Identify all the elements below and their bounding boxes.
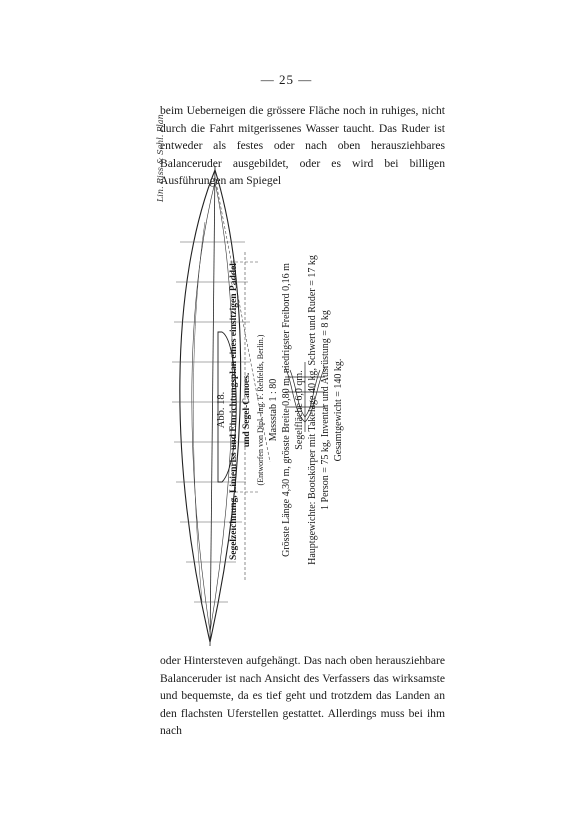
figure-title-line1: Segelzeichnung, Linienriss und Einrichtungsplan eines einsitzigen Paddel- [229, 259, 239, 561]
figure-caption [215, 175, 344, 645]
figure-dimensions-line2: Segelfläche 6,0 qm. [294, 370, 305, 450]
figure-weights-line3: Gesamtgewicht = 140 kg. [333, 358, 344, 462]
figure-dimensions-line1: Grösste Länge 4,30 m, grösste Breite 0,80 m, niedrigster Freibord 0,16 m [281, 263, 292, 557]
figure-designer: (Entworfen von Dipl.-Ing. F. Rehfelds, Berlin.) [256, 334, 265, 486]
body-paragraph-bottom: oder Hintersteven aufgehängt. Das nach oben herausziehbare Balanceruder ist nach Ansicht des Verfassers das wirksamste und bequemste, da es tief geht und trotzdem das Landen an den flachsten Uferstellen gestattet. Allerdings muss bei ihm nach [160, 654, 445, 737]
figure-weights-line2: 1 Person = 75 kg, Inventar und Ausrüstung = 8 kg [320, 310, 331, 510]
figure-weights-line1: Hauptgewichte: Bootskörper mit Takelage 40 kg, Schwert und Ruder = 17 kg [307, 255, 318, 565]
body-paragraph-top: beim Ueberneigen die grössere Fläche noch in ruhiges, nicht durch die Fahrt mitgerissenes Wasser taucht. Das Ruder ist entweder als festes oder nach oben herausziehbares Balanceruder ausgebildet, oder es wird bei billigen Ausführungen am Spiegel [160, 104, 445, 187]
page-number: — 25 — [260, 72, 313, 87]
handwritten-note: Lin. Riss & Schl. Plan [156, 114, 165, 202]
figure-scale: Massstab 1 : 80 [268, 378, 279, 442]
figure-label: Abb. 18. [216, 391, 227, 429]
figure-title-line2: und Segel-Canoes. [242, 372, 252, 448]
